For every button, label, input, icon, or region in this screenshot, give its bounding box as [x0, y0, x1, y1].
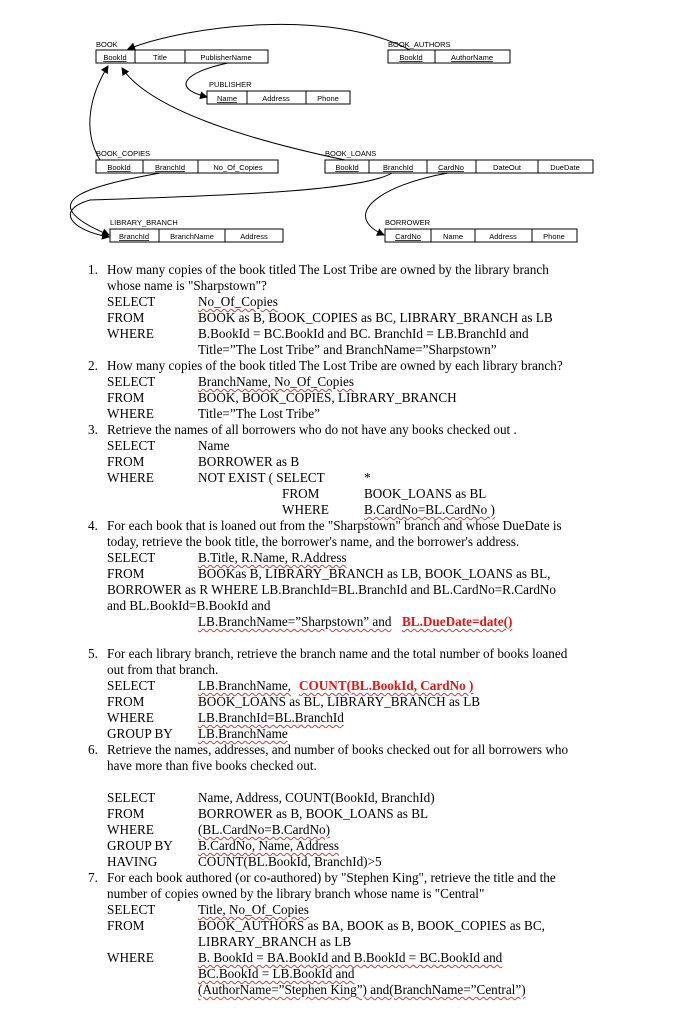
q3-subquery-from-value: BOOK_LOANS as BL: [364, 486, 487, 501]
q6-number: 6.: [88, 742, 98, 757]
q7-from-value-1: BOOK_AUTHORS as BA, BOOK as B, BOOK_COPIES as BC,: [198, 918, 545, 933]
q6-from-value: BORROWER as B, BOOK_LOANS as BL: [198, 806, 429, 821]
q7-from-keyword: FROM: [107, 918, 145, 933]
q4-select-value: B.Title, R.Name, R.Address: [198, 550, 347, 565]
q5-from-value: BOOK_LOANS as BL, LIBRARY_BRANCH as LB: [198, 694, 481, 709]
book-copies-field-copies: No_Of_Copies: [213, 163, 263, 172]
q7-select-value: Title, No_Of_Copies: [198, 902, 309, 917]
q3-subquery-where-keyword: WHERE: [282, 502, 329, 517]
borrower-field-address: Address: [489, 232, 517, 241]
publisher-field-phone: Phone: [317, 94, 339, 103]
book-field-bookid: BookId: [103, 53, 127, 62]
q6-text-line2: have more than five books checked out.: [107, 758, 317, 773]
library-branch-field-branchname: BranchName: [170, 232, 214, 241]
q1-number: 1.: [88, 262, 98, 277]
q4-from-keyword: FROM: [107, 566, 145, 581]
borrower-field-phone: Phone: [543, 232, 565, 241]
book-loans-field-branchid: BranchId: [382, 163, 414, 172]
book-field-publishername: PublisherName: [200, 53, 252, 62]
q6-where-keyword: WHERE: [107, 822, 154, 837]
q7-select-keyword: SELECT: [107, 902, 156, 917]
q5-from-keyword: FROM: [107, 694, 145, 709]
book-loans-field-duedate: DueDate: [550, 163, 580, 172]
q6-from-keyword: FROM: [107, 806, 145, 821]
q6-where-value: (BL.CardNo=B.CardNo): [198, 822, 330, 837]
library-branch-field-branchid: BranchId: [118, 232, 150, 241]
q5-select-value-a: LB.BranchName,: [198, 678, 292, 693]
q4-and-line: and BL.BookId=B.BookId and: [107, 598, 271, 613]
table-title-library-branch: LIBRARY_BRANCH: [110, 218, 178, 227]
q2-where-keyword: WHERE: [107, 406, 154, 421]
q3-from-value: BORROWER as B: [198, 454, 300, 469]
q7-where-value-3: (AuthorName=”Stephen King”) and(BranchName=”Central”): [198, 982, 526, 997]
q5-text-line2: out from that branch.: [107, 662, 219, 677]
q2-number: 2.: [88, 358, 98, 373]
q6-group-keyword: GROUP BY: [107, 838, 173, 853]
q1-from-value: BOOK as B, BOOK_COPIES as BC, LIBRARY_BRANCH as LB: [198, 310, 553, 325]
borrower-field-name: Name: [442, 232, 464, 241]
q4-text-line2: today, retrieve the book title, the borrower's name, and the borrower's address.: [107, 534, 520, 549]
q6-group-value: B.CardNo, Name, Address: [198, 838, 340, 853]
q2-select-keyword: SELECT: [107, 374, 156, 389]
q1-text-line2: whose name is "Sharpstown"?: [107, 278, 267, 293]
table-title-book-authors: BOOK_AUTHORS: [388, 40, 451, 49]
q6-select-value: Name, Address, COUNT(BookId, BranchId): [198, 790, 435, 805]
library-branch-field-address: Address: [240, 232, 268, 241]
q4-select-keyword: SELECT: [107, 550, 156, 565]
q7-where-value-2: BC.BookId = LB.BookId and: [198, 966, 355, 981]
q7-where-keyword: WHERE: [107, 950, 154, 965]
q1-select-value: No_Of_Copies: [198, 294, 278, 309]
q2-from-keyword: FROM: [107, 390, 145, 405]
q5-select-keyword: SELECT: [107, 678, 156, 693]
book-loans-field-cardno: CardNo: [438, 163, 464, 172]
book-copies-field-bookid: BookId: [107, 163, 131, 172]
q4-number: 4.: [88, 518, 98, 533]
q6-select-keyword: SELECT: [107, 790, 156, 805]
q7-from-value-2: LIBRARY_BRANCH as LB: [198, 934, 352, 949]
q7-text-line1: For each book authored (or co-authored) by "Stephen King", retrieve the title and the: [107, 870, 556, 885]
q1-from-keyword: FROM: [107, 310, 145, 325]
q5-group-value: LB.BranchName: [198, 726, 288, 741]
q2-where-value: Title=”The Lost Tribe”: [198, 406, 320, 421]
publisher-field-address: Address: [262, 94, 290, 103]
book-loans-field-dateout: DateOut: [493, 163, 521, 172]
publisher-field-name: Name: [216, 94, 238, 103]
q1-select-keyword: SELECT: [107, 294, 156, 309]
q4-from-value: BOOKas B, LIBRARY_BRANCH as LB, BOOK_LOANS as BL,: [198, 566, 551, 581]
q3-subquery-star: *: [364, 470, 371, 485]
q3-text-line1: Retrieve the names of all borrowers who do not have any books checked out .: [107, 422, 517, 437]
borrower-field-cardno: CardNo: [395, 232, 421, 241]
book-copies-field-branchid: BranchId: [154, 163, 186, 172]
table-title-borrower: BORROWER: [385, 218, 430, 227]
q7-text-line2: number of copies owned by the library branch whose name is "Central": [107, 886, 485, 901]
q3-where-keyword: WHERE: [107, 470, 154, 485]
q3-where-value: NOT EXIST ( SELECT: [198, 470, 325, 485]
q5-text-line1: For each library branch, retrieve the branch name and the total number of books loaned: [107, 646, 568, 661]
q4-borrower-line: BORROWER as R WHERE LB.BranchId=BL.BranchId and BL.CardNo=R.CardNo: [107, 582, 557, 597]
q5-where-keyword: WHERE: [107, 710, 154, 725]
q1-where-keyword: WHERE: [107, 326, 154, 341]
book-authors-field-authorname: AuthorName: [450, 53, 494, 62]
q3-subquery-from-keyword: FROM: [282, 486, 320, 501]
q4-last-line-a: LB.BranchName=”Sharpstown” and: [198, 614, 392, 629]
q6-having-value: COUNT(BL.BookId, BranchId)>5: [198, 854, 382, 869]
q3-from-keyword: FROM: [107, 454, 145, 469]
q7-where-value-1: B. BookId = BA.BookId and B.BookId = BC.BookId and: [198, 950, 503, 965]
table-title-book-loans: BOOK_LOANS: [325, 149, 377, 158]
q2-text-line1: How many copies of the book titled The Lost Tribe are owned by each library branch?: [107, 358, 563, 373]
book-authors-field-bookid: BookId: [399, 53, 423, 62]
q4-text-line1: For each book that is loaned out from the "Sharpstown" branch and whose DueDate is: [107, 518, 562, 533]
book-loans-field-bookid: BookId: [335, 163, 359, 172]
q7-number: 7.: [88, 870, 98, 885]
q3-number: 3.: [88, 422, 98, 437]
q1-where-value-1: B.BookId = BC.BookId and BC. BranchId = LB.BranchId and: [198, 326, 529, 341]
q6-having-keyword: HAVING: [107, 854, 158, 869]
q2-from-value: BOOK, BOOK_COPIES, LIBRARY_BRANCH: [198, 390, 457, 405]
table-title-book-copies: BOOK_COPIES: [96, 149, 151, 158]
q4-last-line-b: BL.DueDate=date(): [402, 614, 513, 629]
q6-text-line1: Retrieve the names, addresses, and number of books checked out for all borrowers who: [107, 742, 569, 757]
q2-select-value: BranchName, No_Of_Copies: [198, 374, 355, 389]
book-field-title: Title: [153, 53, 167, 62]
table-title-book: BOOK: [96, 40, 118, 49]
table-title-publisher: PUBLISHER: [209, 80, 252, 89]
q1-where-value-2: Title=”The Lost Tribe” and BranchName=”Sharpstown”: [198, 342, 497, 357]
q5-number: 5.: [88, 646, 98, 661]
q3-select-value: Name: [198, 438, 230, 453]
q3-select-keyword: SELECT: [107, 438, 156, 453]
q5-group-keyword: GROUP BY: [107, 726, 173, 741]
q3-subquery-where-value: B.CardNo=BL.CardNo ): [364, 502, 495, 517]
q5-select-value-b: COUNT(BL.BookId, CardNo ): [299, 678, 474, 693]
q5-where-value: LB.BranchId=BL.BranchId: [198, 710, 344, 725]
q1-text-line1: How many copies of the book titled The Lost Tribe are owned by the library branch: [107, 262, 549, 277]
